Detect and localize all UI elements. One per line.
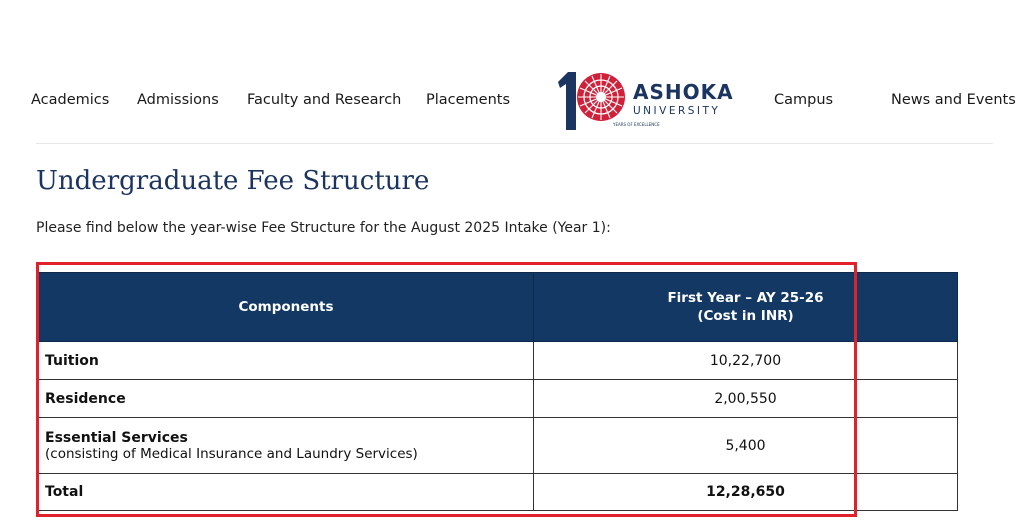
table-row — [39, 380, 958, 418]
row-label-tuition: Tuition — [45, 352, 99, 369]
row-component — [39, 380, 534, 418]
row-value-tuition: 10,22,700 — [534, 342, 958, 380]
row-component — [39, 474, 534, 511]
nav-admissions[interactable]: Admissions — [137, 92, 219, 108]
header-first-year — [534, 273, 958, 342]
row-value-residence: 2,00,550 — [534, 380, 958, 418]
nav-academics[interactable]: Academics — [31, 92, 110, 108]
table-row — [39, 418, 958, 474]
header-first-year-line1: First Year – AY 25-26 — [667, 290, 824, 306]
row-value-total: 12,28,650 — [534, 474, 958, 511]
logo-tagline: YEARS OF EXCELLENCE — [613, 122, 660, 127]
row-label-essential-services: Essential Services — [45, 429, 188, 446]
logo-wordmark: ASHOKA — [633, 80, 734, 104]
table-row — [39, 474, 958, 511]
row-label-residence: Residence — [45, 390, 126, 407]
nav-news-events[interactable]: News and Events — [891, 92, 1016, 108]
header-first-year-line2: (Cost in INR) — [697, 308, 794, 324]
row-sublabel-essential-services: (consisting of Medical Insurance and Laundry Services) — [45, 445, 418, 462]
row-value-essential-services: 5,400 — [534, 418, 958, 474]
row-label-total: Total — [45, 484, 84, 500]
row-component — [39, 342, 534, 380]
row-component — [39, 418, 534, 474]
header-divider — [36, 143, 993, 144]
nav-placements[interactable]: Placements — [426, 92, 511, 108]
table-row — [39, 342, 958, 380]
ashoka-university-logo[interactable] — [556, 68, 746, 134]
intro-text: Please find below the year-wise Fee Structure for the August 2025 Intake (Year 1): — [36, 220, 611, 236]
header-components: Components — [39, 273, 534, 342]
logo-university: UNIVERSITY — [633, 105, 721, 117]
page-title: Undergraduate Fee Structure — [36, 166, 430, 196]
nav-bar — [31, 0, 1016, 145]
top-navigation — [0, 0, 1025, 145]
table-header-row — [39, 273, 958, 342]
nav-faculty-research[interactable]: Faculty and Research — [247, 92, 402, 108]
nav-campus[interactable]: Campus — [774, 92, 834, 108]
fee-structure-table — [38, 272, 958, 511]
